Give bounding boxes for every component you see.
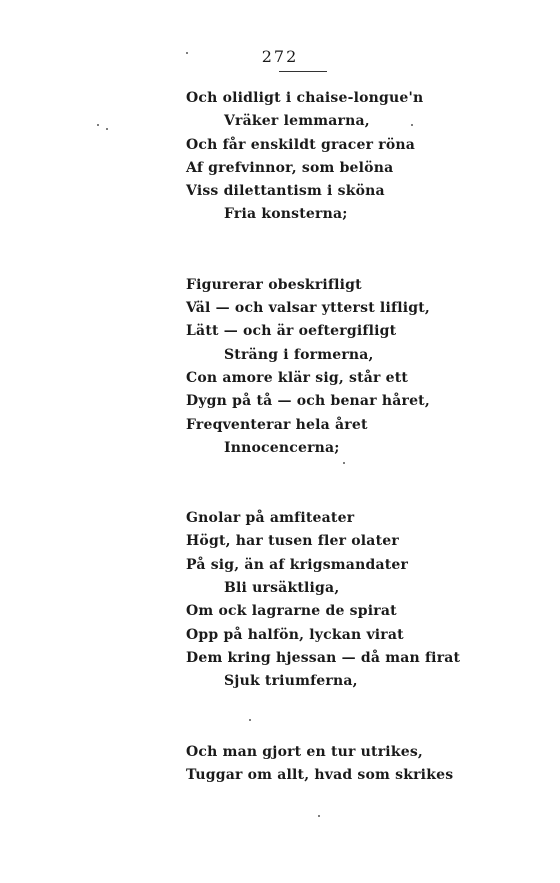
poem-line: Vräker lemmarna, bbox=[224, 113, 370, 130]
poem-line: Con amore klär sig, står ett bbox=[186, 369, 409, 386]
poem-line: Viss dilettantism i sköna bbox=[186, 183, 385, 200]
print-speck bbox=[411, 124, 413, 126]
poem-line: Dem kring hjessan — då man firat bbox=[186, 649, 461, 666]
poem-line: Tuggar om allt, hvad som skrikes bbox=[186, 766, 454, 783]
poem-line: Gnolar på amfiteater bbox=[186, 510, 355, 527]
poem-line: Freqventerar hela året bbox=[186, 416, 368, 433]
stanza-1 bbox=[186, 87, 526, 227]
poem-line: Om ock lagrarne de spirat bbox=[186, 603, 397, 620]
poem-line: Och man gjort en tur utrikes, bbox=[186, 743, 423, 760]
print-speck bbox=[318, 815, 320, 817]
poem-line: Dygn på tå — och benar håret, bbox=[186, 393, 430, 410]
poem bbox=[186, 87, 526, 787]
poem-line: Högt, har tusen fler olater bbox=[186, 533, 399, 550]
poem-line: Väl — och valsar ytterst lifligt, bbox=[186, 300, 430, 317]
print-speck bbox=[97, 124, 99, 126]
poem-line: Figurerar obeskrifligt bbox=[186, 276, 362, 293]
stanza-2 bbox=[186, 274, 526, 460]
poem-line: Fria konsterna; bbox=[224, 206, 348, 223]
poem-line: Sjuk triumferna, bbox=[224, 673, 358, 690]
poem-line: Bli ursäktliga, bbox=[224, 580, 340, 597]
poem-line: Lätt — och är oeftergifligt bbox=[186, 323, 397, 340]
poem-line: Sträng i formerna, bbox=[224, 346, 374, 363]
poem-line: Innocencerna; bbox=[224, 439, 340, 456]
stanza-3 bbox=[186, 507, 526, 693]
poem-line: Och olidligt i chaise-longue'n bbox=[186, 90, 424, 106]
poem-line: Och får enskildt gracer röna bbox=[186, 136, 416, 153]
print-speck bbox=[106, 128, 108, 130]
page-number: 272 bbox=[261, 47, 299, 66]
poem-line: Af grefvinnor, som belöna bbox=[186, 159, 394, 176]
poem-line: Opp på halfön, lyckan virat bbox=[186, 626, 404, 643]
stanza-4 bbox=[186, 741, 526, 788]
print-speck bbox=[343, 462, 345, 464]
page-number-rule bbox=[279, 71, 327, 72]
print-speck bbox=[186, 52, 188, 54]
poem-line: På sig, än af krigsmandater bbox=[186, 556, 409, 573]
print-speck bbox=[249, 719, 251, 721]
